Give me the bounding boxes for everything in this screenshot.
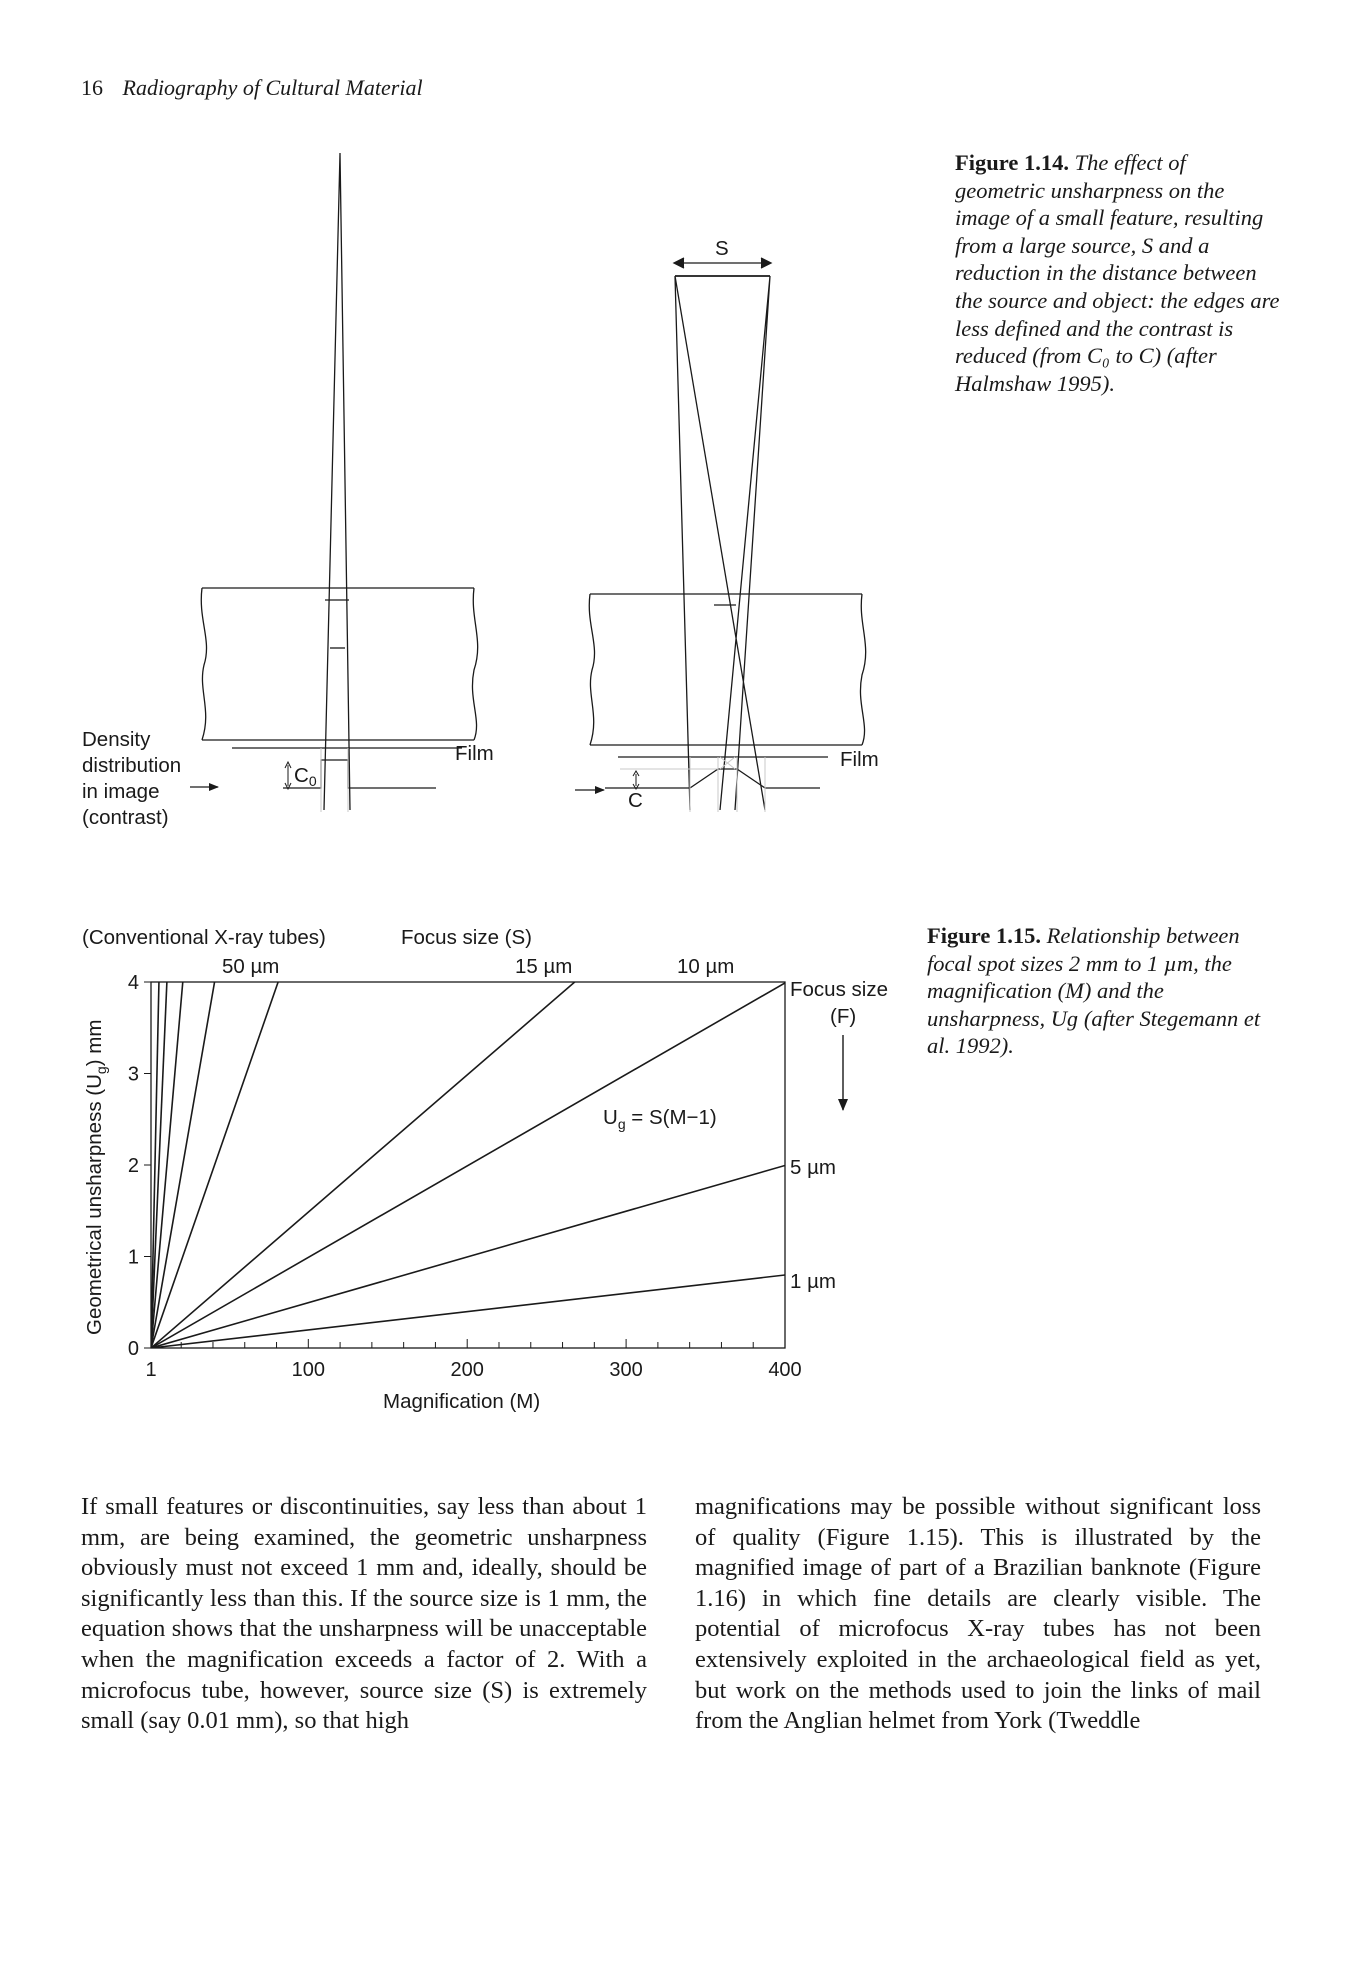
source-rays-right: [675, 276, 770, 810]
y-axis-label: [83, 1020, 109, 1335]
equation-rest: = S(M−1): [625, 1106, 717, 1129]
c0-letter: C: [294, 764, 309, 787]
running-title: Radiography of Cultural Material: [122, 75, 423, 100]
x-tick-label: 300: [609, 1359, 643, 1381]
y-tick-label: 0: [127, 1338, 139, 1360]
label-15um: 15 µm: [515, 955, 573, 978]
c0-subscript: 0: [308, 773, 317, 789]
conventional-label: (Conventional X-ray tubes): [82, 926, 326, 949]
figure-1-14-caption-label: Figure 1.14.: [955, 150, 1069, 175]
equation-label: [603, 1106, 717, 1132]
label-50um: 50 µm: [222, 955, 280, 978]
focus-size-s-label: Focus size (S): [401, 926, 532, 949]
density-label-line4: (contrast): [82, 806, 169, 829]
x-tick-label: 1: [145, 1359, 157, 1381]
label-1um: 1 µm: [790, 1270, 836, 1293]
figure-1-14-caption-text: The effect of geometric unsharpness on the image of a small feature, resulting from a large source, S and a reduction in the distance between the source and object: the edges are less defined and the contrast is reduced (from C₀ to C) (after Halmshaw 1995).: [955, 150, 1280, 396]
film-label-left: Film: [455, 742, 494, 765]
density-label-line2: distribution: [82, 754, 182, 777]
object-block-right: [589, 594, 865, 745]
figure-1-14-caption: [955, 149, 1280, 397]
y-tick-label: 3: [127, 1063, 139, 1086]
density-label-line1: Density: [82, 728, 151, 751]
source-size-label: S: [715, 237, 729, 260]
series-line-7: [151, 1165, 785, 1348]
y-axis-label-main: Geometrical unsharpness (U: [83, 1074, 106, 1335]
focus-size-f-label-line1: Focus size: [790, 978, 888, 1001]
y-tick-label: 2: [127, 1155, 139, 1177]
source-cone-left: [324, 153, 350, 810]
equation-u: U: [603, 1106, 618, 1129]
figure-1-15-caption-label: Figure 1.15.: [927, 923, 1041, 948]
x-ticks: [145, 1339, 801, 1381]
y-tick-label: 1: [127, 1246, 139, 1269]
density-label-line3: in image: [82, 780, 160, 803]
y-ticks: [128, 972, 151, 1360]
equation-subscript: g: [617, 1116, 626, 1132]
series-line-6: [151, 983, 785, 1348]
y-tick-label: 4: [127, 972, 139, 994]
figure-1-15-caption-text: Relationship between focal spot sizes 2 mm to 1 µm, the magnification (M) and the unsharpness, Uɡ (after Stegemann et al. 1992).: [927, 923, 1261, 1059]
page-number: 16: [81, 75, 103, 100]
contrast-label: C: [628, 789, 643, 812]
focus-size-f-label-line2: (F): [830, 1005, 857, 1028]
y-axis-label-end: ) mm: [83, 1019, 106, 1067]
density-profile-right: [605, 769, 820, 788]
c0-label: [294, 764, 317, 789]
x-tick-label: 200: [450, 1359, 484, 1381]
figure-1-15-chart: [0, 900, 920, 1420]
x-tick-label: 100: [291, 1359, 325, 1381]
body-column-right: [695, 1492, 1261, 1737]
x-tick-label: 400: [768, 1359, 802, 1381]
figure-1-14-diagram: [0, 0, 900, 860]
x-axis-label: Magnification (M): [383, 1390, 541, 1413]
object-block-left: [201, 588, 477, 740]
label-5um: 5 µm: [790, 1156, 836, 1179]
body-column-left: [81, 1492, 647, 1737]
body-paragraph-left: If small features or discontinuities, say less than about 1 mm, are being examined, the geometric unsharpness obviously must not exceed 1 mm and, ideally, should be significantly less than this. If the source size is 1 mm, the equation shows that the unsharpness will be unacceptable when the magnification exceeds a factor of 2. With a microfocus tube, however, source size (S) is extremely small (say 0.01 mm), so that high: [81, 1493, 647, 1735]
figure-1-15-caption: [927, 922, 1267, 1060]
series-line-8: [151, 1275, 785, 1348]
label-10um: 10 µm: [677, 955, 735, 978]
y-axis-label-sub: g: [93, 1066, 109, 1075]
body-paragraph-right: magnifications may be possible without significant loss of quality (Figure 1.15). This is illustrated by the magnified image of part of a Brazilian banknote (Figure 1.16) in which fine details are clearly visible. The potential of microfocus X-ray tubes has not been extensively exploited in the archaeological field as yet, but work on the methods used to join the links of mail from the Anglian helmet from York (Tweddle: [695, 1493, 1261, 1735]
film-label-right: Film: [840, 748, 879, 771]
